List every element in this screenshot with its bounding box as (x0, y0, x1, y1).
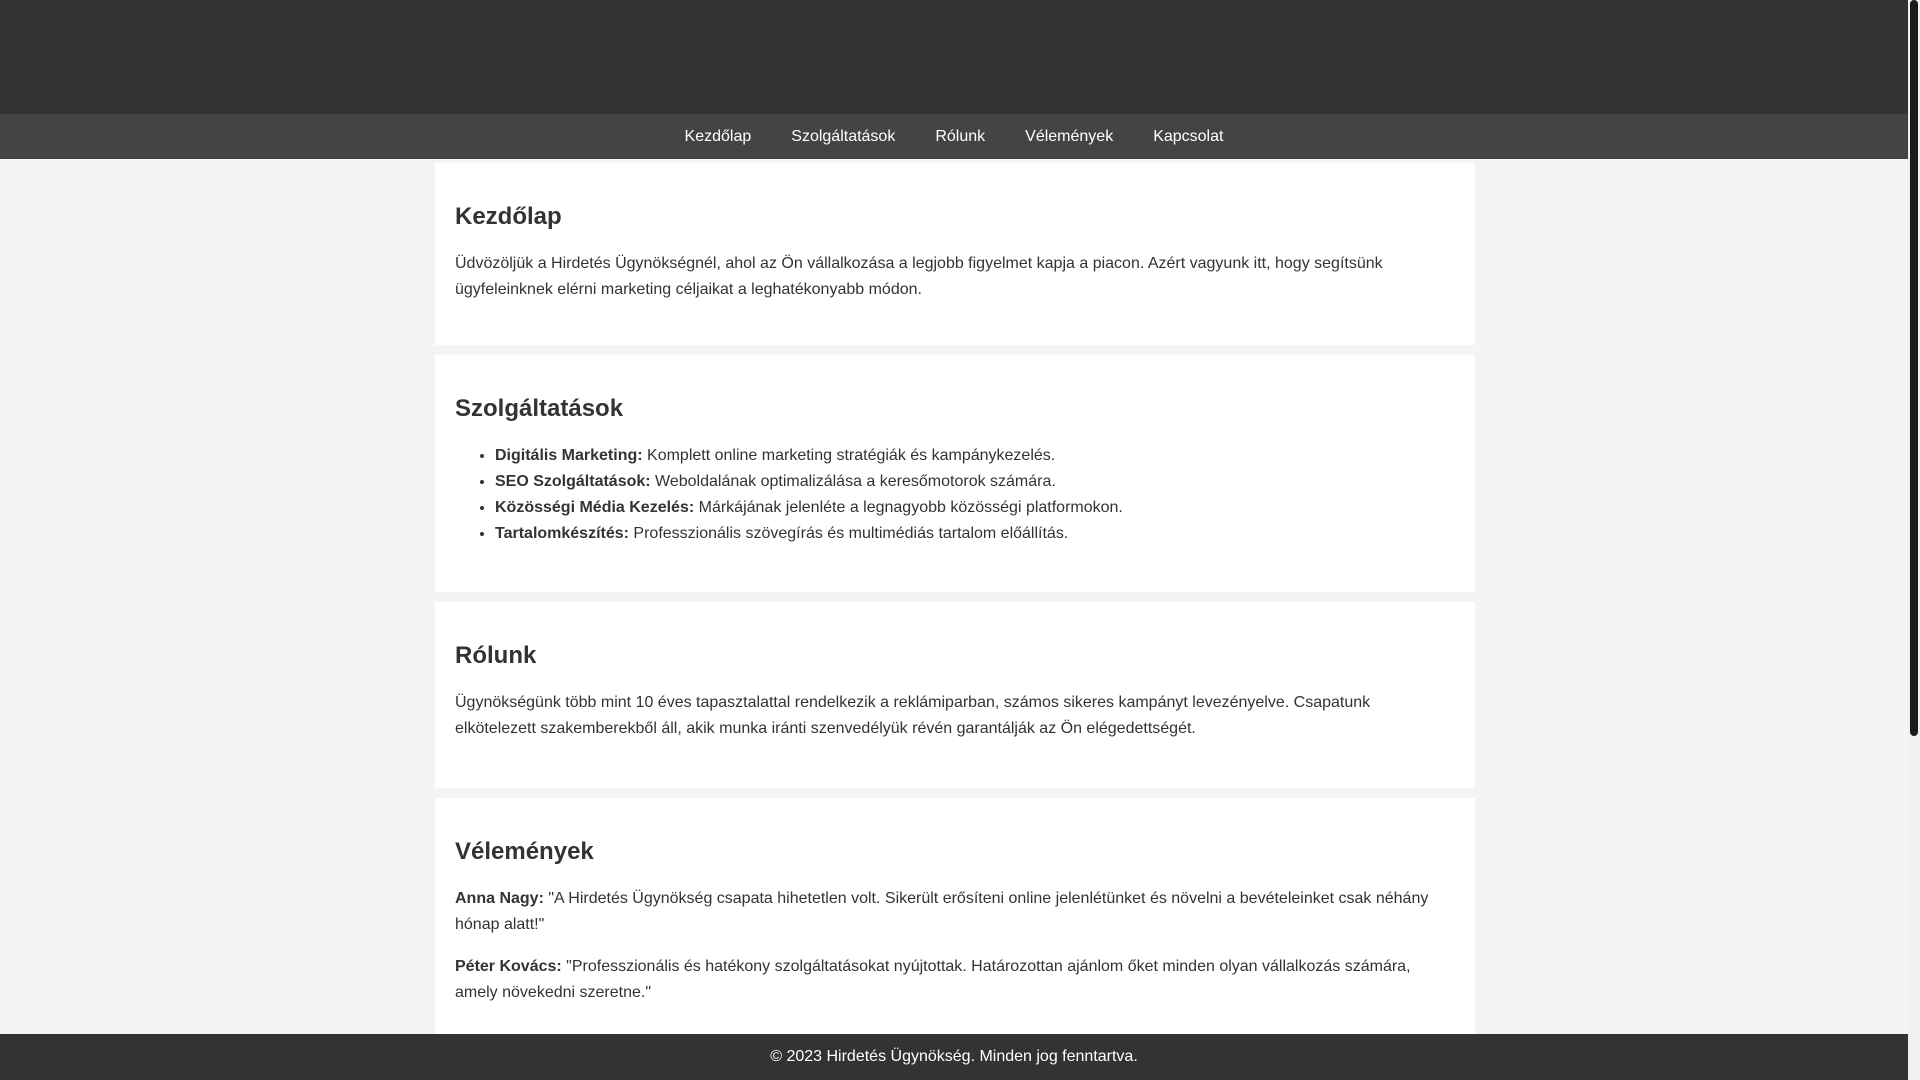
nav-item-reviews[interactable]: Vélemények (1025, 128, 1114, 145)
service-item (495, 521, 1455, 547)
service-desc: Komplett online marketing stratégiák és kampánykezelés. (642, 447, 1056, 464)
services-section (435, 355, 1475, 592)
footer-text: © 2023 Hirdetés Ügynökség. Minden jog fenntartva. (770, 1048, 1138, 1065)
nav-item-home[interactable]: Kezdőlap (684, 128, 752, 145)
services-list (455, 443, 1455, 547)
page-header (0, 0, 1908, 114)
service-item (495, 469, 1455, 495)
testimonial (455, 954, 1455, 1006)
vertical-scrollbar[interactable] (1908, 0, 1920, 1080)
about-section (435, 602, 1475, 788)
testimonial-author: Anna Nagy: (455, 890, 544, 907)
service-name: SEO Szolgáltatások: (495, 473, 651, 490)
reviews-title: Vélemények (455, 838, 594, 865)
nav-item-about[interactable]: Rólunk (935, 128, 986, 145)
page-footer (0, 1034, 1908, 1080)
service-name: Digitális Marketing: (495, 447, 643, 464)
testimonial-quote: "A Hirdetés Ügynökség csapata hihetetlen volt. Sikerült erősíteni online jelenlétünket és növelni a bevételeinket csak néhány hónap alatt!" (455, 890, 1429, 933)
nav-item-contact[interactable]: Kapcsolat (1153, 128, 1224, 145)
service-item (495, 443, 1455, 469)
reviews-section (435, 798, 1475, 1058)
service-name: Tartalomkészítés: (495, 525, 629, 542)
testimonial-quote: "Professzionális és hatékony szolgáltatásokat nyújtottak. Határozottan ajánlom őket minden olyan vállalkozás számára, amely növekedni szeretne." (455, 958, 1411, 1001)
services-title: Szolgáltatások (455, 395, 624, 422)
service-desc: Weboldalának optimalizálása a keresőmotorok számára. (650, 473, 1056, 490)
about-text: Ügynökségünk több mint 10 éves tapasztalattal rendelkezik a reklámiparban, számos sikeres kampányt levezényelve. Csapatunk elkötelezett szakemberekből áll, akik munka iránti szenvedélyük révén garantálják az Ön elégedettségét. (455, 694, 1371, 737)
service-desc: Professzionális szövegírás és multimédiás tartalom előállítás. (628, 525, 1069, 542)
testimonial (455, 886, 1455, 938)
about-title: Rólunk (455, 642, 537, 669)
service-desc: Márkájának jelenléte a legnagyobb közösségi platformokon. (694, 499, 1123, 516)
service-item (495, 495, 1455, 521)
scrollbar-thumb[interactable] (1910, 0, 1918, 736)
home-text: Üdvözöljük a Hirdetés Ügynökségnél, ahol az Ön vállalkozása a legjobb figyelmet kapja a piacon. Azért vagyunk itt, hogy segítsünk ügyfeleinknek elérni marketing céljaikat a leghatékonyabb módon. (455, 255, 1383, 298)
home-title: Kezdőlap (455, 203, 562, 230)
main-content (435, 163, 1475, 1068)
nav-item-services[interactable]: Szolgáltatások (791, 128, 896, 145)
testimonial-author: Péter Kovács: (455, 958, 562, 975)
home-section (435, 163, 1475, 345)
service-name: Közösségi Média Kezelés: (495, 499, 695, 516)
main-nav (0, 114, 1908, 159)
